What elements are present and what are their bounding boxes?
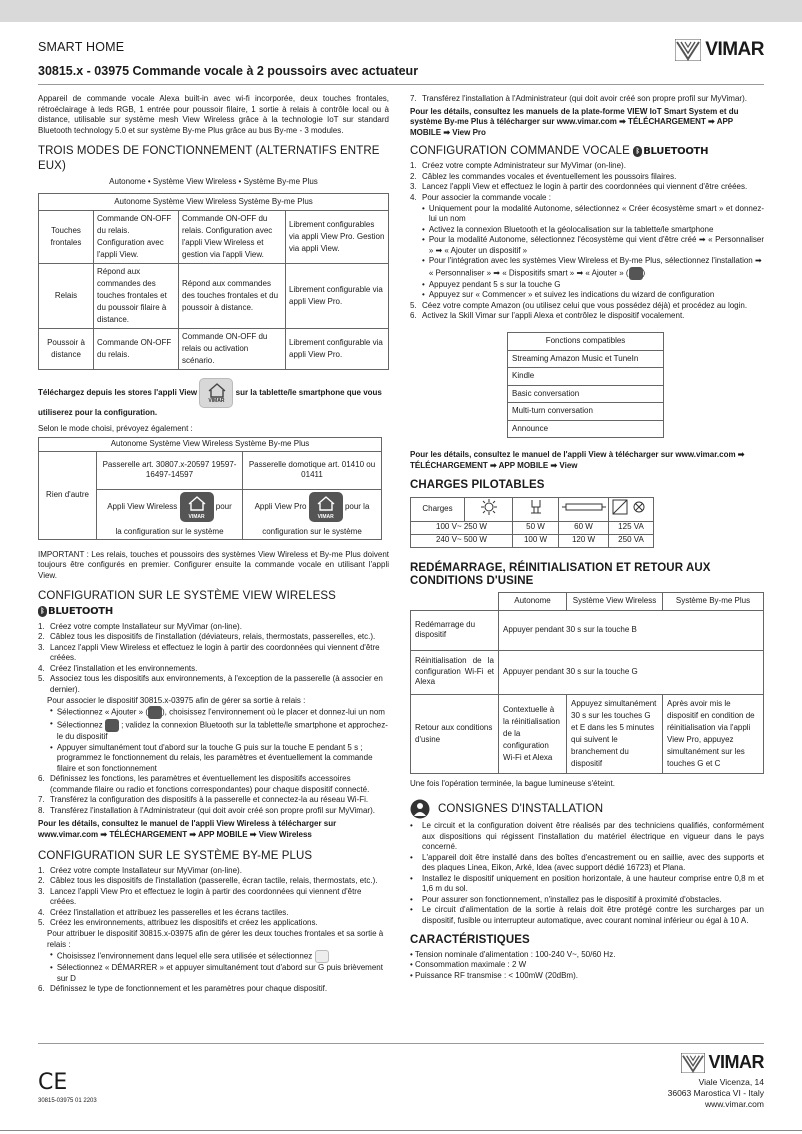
view-wireless-app-icon bbox=[180, 492, 214, 522]
page-header bbox=[38, 38, 764, 83]
loads-table bbox=[410, 497, 654, 548]
bluetooth-word: BLUETOOTH bbox=[48, 605, 113, 617]
list-item: • Appuyez pendant 5 s sur la touche G bbox=[422, 279, 561, 289]
table-cell: Librement configurable via appli View Pro. bbox=[286, 264, 389, 329]
reset-heading: REDÉMARRAGE, RÉINITIALISATION ET RETOUR AUX CONDITIONS D'USINE bbox=[410, 561, 711, 587]
house-icon bbox=[206, 382, 228, 398]
systems-table-header: Autonome Système View Wireless Système By-me Plus bbox=[39, 438, 382, 452]
loads-label: Charges bbox=[411, 497, 465, 521]
app-caption: la configuration sur le système bbox=[97, 525, 243, 539]
app-caption: configuration sur le système bbox=[243, 525, 382, 539]
list-item: • Pour la modalité Autonome, sélectionnez l'écosystème qui vient d'être créé ➡ « Personnaliser » ➡ « Ajouter un dispositif » bbox=[422, 235, 764, 255]
table-row bbox=[39, 211, 389, 264]
systems-table bbox=[38, 437, 382, 540]
plus-icon bbox=[315, 950, 329, 963]
list-item: • Pour assurer son fonctionnement, n'installez pas le dispositif à proximité d'obstacles. bbox=[410, 894, 722, 904]
assoc-intro: Pour associer le dispositif 30815.x-03975 afin de gérer sa sortie à relais : bbox=[47, 695, 306, 705]
view-app-icon bbox=[199, 378, 233, 408]
important-note: IMPORTANT : Les relais, touches et poussoirs des systèmes View Wireless et By-me Plus doivent toujours être configurés en premier. Configurer ensuite la commande vocale en utilisant l'appli View. bbox=[38, 549, 389, 580]
table-cell: Appuyez simultanément 30 s sur les touches G et E dans les 5 minutes qui suivent le branchement du dispositif bbox=[567, 694, 663, 773]
top-band bbox=[0, 0, 802, 22]
table-cell: Contextuelle à la réinitialisation de la configuration Wi-Fi et Alexa bbox=[499, 694, 567, 773]
transformer-led-icon bbox=[609, 497, 654, 521]
intro-text: Appareil de commande vocale Alexa built-in avec wi-fi incorporée, deux touches frontales, rétroéclairage à leds RGB, 1 entrée pour poussoir filaire, 1 sortie à relais à contrôle local ou à distance, utilisable sur système mesh View Wireless grâce à la technologie IoT sur standard Bluetooth technology 5.0 et sur système By-me Plus grâce au bus By-me - 3 modules. bbox=[38, 94, 389, 135]
vimar-logo bbox=[675, 38, 764, 62]
list-item: 5. Créez les environnements, attribuez les dispositifs et créez les applications. bbox=[38, 918, 318, 928]
modes-subheading: Autonome • Système View Wireless • Système By-me Plus bbox=[109, 176, 318, 186]
table-cell: Commande ON-OFF du relais ou activation scénario. bbox=[179, 329, 286, 370]
row-label: Relais bbox=[39, 264, 94, 329]
list-item: 6. Définissez le type de fonctionnement et les paramètres pour chaque dispositif. bbox=[38, 984, 328, 994]
col-header: Système By-me Plus bbox=[663, 593, 764, 611]
app-view-wireless bbox=[97, 489, 243, 525]
bluetooth-icon: ᛒ bbox=[38, 606, 47, 617]
list-item: • Le circuit d'alimentation de la sortie à relais doit être protégé contre les surcharges par un dispositif, fusible ou interrupteur automatique, avec courant nominal inférieur ou égal à 10 A. bbox=[410, 905, 764, 926]
row-label: Touches frontales bbox=[39, 211, 94, 264]
list-item: • Choisissez l'environnement dans lequel elle sera utilisée et sélectionnez bbox=[38, 950, 389, 963]
list-item: 7. Transférez l'installation à l'Administrateur (qui doit avoir créé son propre profil sur MyVimar). bbox=[410, 94, 747, 103]
list-item: 1. Créez votre compte Installateur sur MyVimar (on-line). bbox=[38, 621, 242, 631]
list-item: • Sélectionnez « Ajouter » ( ), choisissez l'environnement où le placer et donnez-lui un nom bbox=[38, 706, 389, 719]
view-wireless-heading bbox=[38, 589, 389, 619]
loads-heading: CHARGES PILOTABLES bbox=[410, 479, 545, 492]
table-cell: Répond aux commandes des touches frontales et du poussoir filaire à distance. bbox=[94, 264, 179, 329]
table-row bbox=[411, 650, 764, 694]
install-list bbox=[410, 821, 764, 926]
list-item: 8. Transférez l'installation à l'Administrateur (qui doit avoir créé son propre profil sur MyVimar). bbox=[38, 805, 375, 815]
list-item: • Sélectionnez ; validez la connexion Bluetooth sur la tablette/le smartphone et approchez-le du dispositif bbox=[50, 719, 388, 742]
list-item: 7. Transférez la configuration des dispositifs à la passerelle et connectez-la au réseau Wi-Fi. bbox=[38, 795, 369, 805]
table-cell: Après avoir mis le dispositif en condition de réinitialisation via l'appli View Pro, appuyez simultanément sur les touches G et C bbox=[663, 694, 764, 773]
list-item: 1. Créez votre compte Installateur sur MyVimar (on-line). bbox=[38, 865, 242, 875]
list-item: • Tension nominale d'alimentation : 100-240 V~, 50/60 Hz. bbox=[410, 949, 616, 959]
table-cell: Appuyer pendant 30 s sur la touche B bbox=[499, 610, 764, 650]
install-heading-row bbox=[410, 799, 764, 819]
list-item: • Consommation maximale : 2 W bbox=[410, 960, 527, 970]
download-line bbox=[38, 378, 389, 421]
list-item: • Puissance RF transmise : < 100mW (20dBm). bbox=[410, 970, 578, 980]
reset-note: Une fois l'opération terminée, la bague lumineuse s'éteint. bbox=[410, 778, 615, 788]
brand-name: VIMAR bbox=[708, 1052, 764, 1072]
table-row: Kindle bbox=[508, 368, 664, 386]
page-title: 30815.x - 03975 Commande vocale à 2 poussoirs avec actuateur bbox=[38, 64, 419, 78]
assign-intro: Pour attribuer le dispositif 30815.x-03975 afin de gérer les deux touches frontales et sa sortie à relais : bbox=[47, 929, 384, 949]
app-label: pour la bbox=[344, 502, 370, 512]
list-item: 3. Lancez l'appli View Wireless et effectuez le login à partir des coordonnées qui viennent d'être créées. bbox=[38, 642, 380, 663]
col-header: Système View Wireless bbox=[567, 593, 663, 611]
list-item: 6. Activez la Skill Vimar sur l'appli Alexa et contrôlez le dispositif vocalement. bbox=[410, 311, 685, 321]
list-item: 2. Câblez tous les dispositifs de l'installation (déviateurs, relais, thermostats, passerelles, etc.). bbox=[38, 632, 376, 642]
table-cell: Commande ON-OFF du relais. Configuration avec l'appli View. bbox=[94, 211, 179, 264]
gateway-view: Passerelle art. 30807.x-20597 19597-16497-14597 bbox=[97, 451, 243, 489]
view-pro-app-icon bbox=[309, 492, 343, 522]
table-cell: Librement configurable via appli View Pro. bbox=[286, 329, 389, 370]
download-text-a: Téléchargez depuis les stores l'appli View bbox=[38, 388, 198, 398]
list-item: • L'appareil doit être installé dans des boîtes d'encastrement ou en saillie, avec des supports et des plaques Linea, Eikon, Arké, Idea (avec support dédié 16723) et Plana. bbox=[410, 852, 764, 873]
voice-heading bbox=[410, 144, 764, 159]
specs-heading: CARACTÉRISTIQUES bbox=[410, 933, 530, 946]
installer-icon bbox=[410, 799, 430, 819]
list-item: 2. Câblez tous les dispositifs de l'installation (passerelle, écran tactile, relais, thermostats, etc.). bbox=[38, 876, 378, 886]
table-row: Streaming Amazon Music et TuneIn bbox=[508, 350, 664, 368]
incandescent-icon bbox=[465, 497, 513, 521]
table-row: Multi-turn conversation bbox=[508, 403, 664, 421]
table-cell: Librement configurables via appli View Pro. Gestion via appli View. bbox=[286, 211, 389, 264]
list-item: 6. Définissez les fonctions, les paramètres et éventuellement les dispositifs accessoires (commande filaire ou radio et fonctions correspondantes) pour chaque dispositif connecté. bbox=[38, 774, 370, 794]
list-item: 1. Créez votre compte Administrateur sur MyVimar (on-line). bbox=[410, 161, 626, 171]
vimar-mark-icon bbox=[681, 1053, 705, 1073]
list-item: 3. Lancez l'appli View et effectuez le login à partir des coordonnées qui viennent d'être créées. bbox=[410, 182, 748, 192]
app-tag: VIMAR bbox=[188, 513, 205, 520]
address bbox=[668, 1077, 764, 1110]
empty-cell bbox=[411, 593, 499, 611]
list-item: 4. Pour associer la commande vocale : bbox=[410, 193, 551, 202]
list-item: 5. Associez tous les dispositifs aux environnements, à l'exception de la passerelle (à associer en dernier). bbox=[38, 674, 383, 694]
brand-name: VIMAR bbox=[705, 39, 764, 61]
row-label: Redémarrage du dispositif bbox=[411, 610, 499, 650]
list-item: • Appuyez sur « Commencer » et suivez les indications du wizard de configuration bbox=[422, 290, 715, 300]
modes-table-header: Autonome Système View Wireless Système By-me Plus bbox=[39, 194, 389, 211]
bluetooth-icon: ᛒ bbox=[633, 146, 642, 157]
voice-steps bbox=[410, 161, 764, 322]
download-text bbox=[38, 378, 389, 419]
list-item: • Activez la connexion Bluetooth et la géolocalisation sur la tablette/le smartphone bbox=[422, 224, 714, 234]
table-cell: Répond aux commandes des touches frontales et du poussoir à distance. bbox=[179, 264, 286, 329]
heading-text: CONFIGURATION SUR LE SYSTÈME VIEW WIRELESS bbox=[38, 590, 336, 603]
table-cell: Commande ON-OFF du relais. bbox=[94, 329, 179, 370]
download-text-b: sur la tablette/le smartphone que vous utiliserez pour la configuration. bbox=[38, 388, 382, 418]
vimar-mark-icon bbox=[675, 39, 701, 61]
footer-divider bbox=[38, 1043, 764, 1044]
view-wireless-steps bbox=[38, 622, 389, 817]
list-item: • Installez le dispositif uniquement en position horizontale, à une hauteur comprise entre 0,8 m et 1,6 m du sol. bbox=[410, 873, 764, 894]
row-label: Réinitialisation de la configuration Wi-Fi et Alexa bbox=[411, 650, 499, 694]
byme-heading: CONFIGURATION SUR LE SYSTÈME BY-ME PLUS bbox=[38, 849, 313, 862]
app-tag: VIMAR bbox=[317, 513, 334, 520]
table-row: Announce bbox=[508, 420, 664, 438]
list-item: • Le circuit et la configuration doivent être réalisés par des techniciens qualifiés, conformément aux dispositions qui régissent l'installation du matériel électrique en vigueur dans le pays concerné. bbox=[410, 821, 764, 852]
table-row: Basic conversation bbox=[508, 385, 664, 403]
arrow-right-icon bbox=[105, 719, 119, 732]
ce-mark: CE bbox=[38, 1070, 68, 1095]
list-item: 4. Créez l'installation et attribuez les passerelles et les écrans tactiles. bbox=[38, 907, 289, 917]
header-divider bbox=[38, 84, 764, 85]
list-item: • Pour l'intégration avec les systèmes View Wireless et By-me Plus, sélectionnez l'installation ➡ « Personnaliser » ➡ « Dispositifs smart » ➡ « Ajouter » ( ) bbox=[410, 256, 764, 280]
modes-heading: TROIS MODES DE FONCTIONNEMENT (ALTERNATIFS ENTRE EUX) bbox=[38, 145, 380, 173]
bluetooth-word: BLUETOOTH bbox=[643, 145, 709, 157]
table-row bbox=[411, 610, 764, 650]
row-label: Poussoir à distance bbox=[39, 329, 94, 370]
fluorescent-icon bbox=[559, 497, 609, 521]
add-icon bbox=[629, 267, 643, 280]
bluetooth-logo bbox=[38, 605, 113, 618]
modes-table bbox=[38, 193, 389, 370]
view-wireless-details: Pour les détails, consultez le manuel de l'appli View Wireless à télécharger sur www.vimar.com ➡ TÉLÉCHARGEMENT ➡ APP MOBILE ➡ View Wireless bbox=[38, 819, 337, 839]
nothing-else: Rien d'autre bbox=[39, 451, 97, 539]
right-column bbox=[410, 94, 764, 981]
functions-table bbox=[507, 332, 664, 438]
app-view-pro bbox=[243, 489, 382, 525]
list-item: • Uniquement pour la modalité Autonome, sélectionnez « Créer écosystème smart » et donnez-lui un nom bbox=[422, 203, 764, 224]
install-heading: CONSIGNES D'INSTALLATION bbox=[438, 802, 604, 815]
row-label: Retour aux conditions d'usine bbox=[411, 694, 499, 773]
doc-code: 30815-03975 01 2203 bbox=[38, 1098, 97, 1104]
table-row: 240 V~ 500 W 100 W 120 W 250 VA bbox=[411, 534, 654, 547]
add-icon bbox=[148, 706, 162, 719]
heading-text: CONFIGURATION COMMANDE VOCALE bbox=[410, 145, 630, 158]
app-label: pour bbox=[215, 502, 232, 512]
website-link[interactable]: www.vimar.com bbox=[704, 1099, 764, 1110]
view-pro-details: Pour les détails, consultez les manuels de la plate-forme VIEW IoT Smart System et du système By-me Plus à télécharger sur www.vimar.com ➡ TÉLÉCHARGEMENT ➡ APP MOBILE ➡ View Pro bbox=[410, 106, 739, 137]
address-line: Viale Vicenza, 14 bbox=[698, 1077, 764, 1087]
app-label: Appli View Pro bbox=[254, 502, 307, 512]
byme-steps bbox=[38, 866, 389, 995]
table-row bbox=[411, 694, 764, 773]
list-item: 3. Lancez l'appli View Pro et effectuez le login à partir des coordonnées qui viennent d'être créées. bbox=[38, 886, 362, 907]
table-row: 100 V~ 250 W 50 W 60 W 125 VA bbox=[411, 521, 654, 534]
page-category: SMART HOME bbox=[38, 40, 125, 54]
list-item: • Appuyer simultanément tout d'abord sur la touche G puis sur la touche E pendant 5 s ; programmez le fonctionnement du relais, les paramètres et éventuellement la commande filaire et son fonctionnement bbox=[50, 742, 373, 773]
house-icon bbox=[186, 495, 208, 511]
table-row bbox=[39, 264, 389, 329]
bluetooth-logo bbox=[633, 145, 708, 158]
also-text: Selon le mode choisi, prévoyez également : bbox=[38, 423, 193, 433]
footer-vimar-logo bbox=[681, 1051, 765, 1075]
list-item: • Sélectionnez « DÉMARRER » et appuyer simultanément tout d'abord sur G puis brièvement sur D bbox=[50, 963, 383, 983]
functions-header: Fonctions compatibles bbox=[508, 333, 664, 351]
table-cell: Commande ON-OFF du relais. Configuration avec l'appli View Wireless et gestion via l'appli View. bbox=[179, 211, 286, 264]
app-tag: VIMAR bbox=[208, 398, 225, 405]
gateway-byme: Passerelle domotique art. 01410 ou 01411 bbox=[243, 451, 382, 489]
halogen-icon bbox=[513, 497, 559, 521]
list-item: 5. Céez votre compte Amazon (ou utilisez celui que vous possédez déjà) et procédez au login. bbox=[410, 300, 748, 310]
left-column bbox=[38, 94, 389, 995]
view-details: Pour les détails, consultez le manuel de l'appli View à télécharger sur www.vimar.com ➡ TÉLÉCHARGEMENT ➡ APP MOBILE ➡ View bbox=[410, 450, 745, 470]
list-item: 4. Créez l'installation et les environnements. bbox=[38, 663, 198, 673]
bottom-edge bbox=[0, 1130, 802, 1131]
reset-table bbox=[410, 592, 764, 774]
col-header: Autonome bbox=[499, 593, 567, 611]
address-line: 36063 Marostica VI - Italy bbox=[667, 1088, 764, 1099]
table-cell: Appuyer pendant 30 s sur la touche G bbox=[499, 650, 764, 694]
list-item: 2. Câblez les commandes vocales et éventuellement les poussoirs filaires. bbox=[410, 171, 677, 181]
app-label: Appli View Wireless bbox=[107, 502, 178, 512]
house-icon bbox=[315, 495, 337, 511]
table-row bbox=[39, 329, 389, 370]
specs-list bbox=[410, 950, 764, 982]
